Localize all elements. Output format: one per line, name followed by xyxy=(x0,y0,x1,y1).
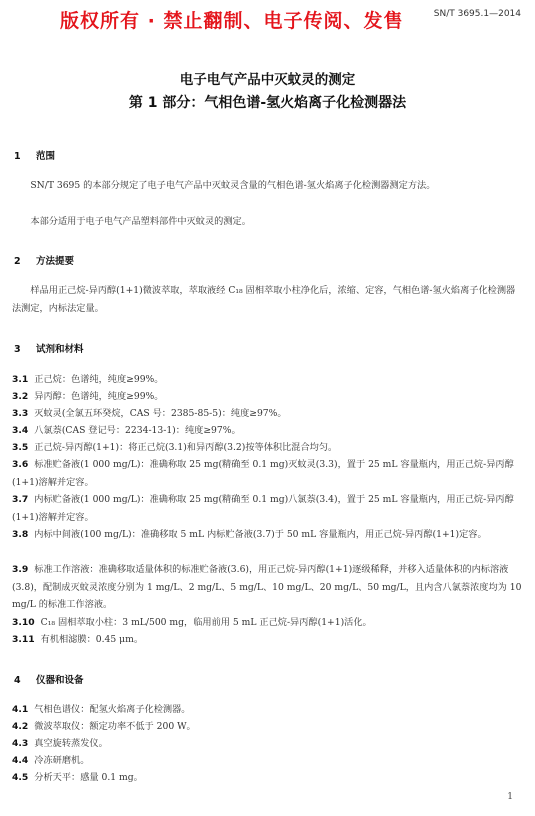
item-number: 3.8 xyxy=(12,529,29,540)
list-item xyxy=(12,735,524,753)
list-item xyxy=(12,371,524,389)
item-text: 正己烷-异丙醇(1+1)：将正己烷(3.1)和异丙醇(3.2)按等体积比混合均匀。 xyxy=(34,442,338,453)
list-item xyxy=(12,614,524,632)
list-item xyxy=(12,456,524,491)
item-text: 气相色谱仪：配氢火焰离子化检测器。 xyxy=(34,704,191,715)
section-heading-apparatus xyxy=(14,672,84,686)
paragraph: 样品用正己烷-异丙醇(1+1)微波萃取，萃取液经 C₁₈ 固相萃取小柱净化后，浓缩、定容，气相色谱-氢火焰离子化检测器法测定，内标法定量。 xyxy=(12,285,516,314)
section-title: 范围 xyxy=(36,151,56,162)
item-number: 4.4 xyxy=(12,755,29,766)
item-number: 4.1 xyxy=(12,704,29,715)
document-subtitle: 第 1 部分：气相色谱-氢火焰离子化检测器法 xyxy=(128,95,407,111)
paragraph: 本部分适用于电子电气产品塑料部件中灭蚊灵的测定。 xyxy=(30,216,251,227)
list-item xyxy=(12,439,524,457)
list-item xyxy=(12,701,524,719)
item-text: 标准贮备液(1 000 mg/L)：准确称取 25 mg(精确至 0.1 mg)灭蚊灵(3.3)，置于 25 mL 容量瓶内，用正己烷-异丙醇(1+1)溶解并定容。 xyxy=(12,459,514,488)
item-text: 灭蚊灵(全氯五环癸烷，CAS 号：2385-85-5)：纯度≥97%。 xyxy=(34,408,287,419)
section-number: 2 xyxy=(14,256,21,267)
item-text: 冷冻研磨机。 xyxy=(34,755,90,766)
item-number: 3.11 xyxy=(12,634,35,645)
paragraph: SN/T 3695 的本部分规定了电子电气产品中灭蚊灵含量的气相色谱-氢火焰离子化检测器测定方法。 xyxy=(30,180,436,191)
item-text: 内标中间液(100 mg/L)：准确移取 5 mL 内标贮备液(3.7)于 50 mL 容量瓶内，用正己烷-异丙醇(1+1)定容。 xyxy=(34,529,487,540)
list-item xyxy=(12,718,524,736)
page-number: 1 xyxy=(507,792,513,802)
section-heading-scope xyxy=(14,148,55,162)
section-number: 4 xyxy=(14,675,21,686)
watermark: 版权所有 · 禁止翻制、电子传阅、发售 xyxy=(60,10,404,32)
item-text: 八氯萘(CAS 登记号：2234-13-1)：纯度≥97%。 xyxy=(34,425,241,436)
item-text: 真空旋转蒸发仪。 xyxy=(34,738,108,749)
item-number: 4.2 xyxy=(12,721,29,732)
item-number: 3.9 xyxy=(12,564,29,575)
list-item xyxy=(12,388,524,406)
standard-number: SN/T 3695.1—2014 xyxy=(433,9,521,19)
list-item xyxy=(12,631,524,649)
section-title: 仪器和设备 xyxy=(36,675,84,686)
section-title: 方法提要 xyxy=(36,256,75,267)
item-number: 3.1 xyxy=(12,374,29,385)
item-number: 3.5 xyxy=(12,442,29,453)
section-heading-principle xyxy=(14,253,74,267)
item-number: 3.3 xyxy=(12,408,29,419)
item-text: 分析天平：感量 0.1 mg。 xyxy=(34,772,143,783)
list-item xyxy=(12,752,524,770)
list-item xyxy=(12,526,524,544)
item-text: 微波萃取仪：额定功率不低于 200 W。 xyxy=(34,721,196,732)
list-item xyxy=(12,422,524,440)
section-title: 试剂和材料 xyxy=(36,344,84,355)
item-text: 正己烷：色谱纯，纯度≥99%。 xyxy=(34,374,164,385)
item-number: 3.2 xyxy=(12,391,29,402)
item-text: 异丙醇：色谱纯，纯度≥99%。 xyxy=(34,391,164,402)
item-number: 4.3 xyxy=(12,738,29,749)
section-number: 3 xyxy=(14,344,21,355)
document-title: 电子电气产品中灭蚊灵的测定 xyxy=(179,72,356,88)
item-text: 内标贮备液(1 000 mg/L)：准确称取 25 mg(精确至 0.1 mg)八氯萘(3.4)，置于 25 mL 容量瓶内，用正己烷-异丙醇(1+1)溶解并定容。 xyxy=(12,494,514,523)
list-item xyxy=(12,491,524,526)
item-number: 3.10 xyxy=(12,617,35,628)
item-text: 有机相滤膜：0.45 μm。 xyxy=(40,634,144,645)
section-heading-reagents xyxy=(14,341,84,355)
item-number: 3.7 xyxy=(12,494,29,505)
item-number: 4.5 xyxy=(12,772,29,783)
item-number: 3.6 xyxy=(12,459,29,470)
list-item xyxy=(12,769,524,787)
list-item xyxy=(12,405,524,423)
item-text: C₁₈ 固相萃取小柱：3 mL/500 mg，临用前用 5 mL 正己烷-异丙醇(1+1)活化。 xyxy=(40,617,372,628)
item-text: 标准工作溶液：准确移取适量体积的标准贮备液(3.6)，用正己烷-异丙醇(1+1)逐级稀释，并移入适量体积的内标溶液(3.8)，配制成灭蚊灵浓度分别为 1 mg/L、2 mg/L、5 mg/L、10 mg/L、20 mg/L、50 mg/L，且内含八氯萘浓度均为 10 mg/L 的标准工作溶液。 xyxy=(12,564,522,610)
list-item xyxy=(12,561,524,614)
item-number: 3.4 xyxy=(12,425,29,436)
section-number: 1 xyxy=(14,151,21,162)
